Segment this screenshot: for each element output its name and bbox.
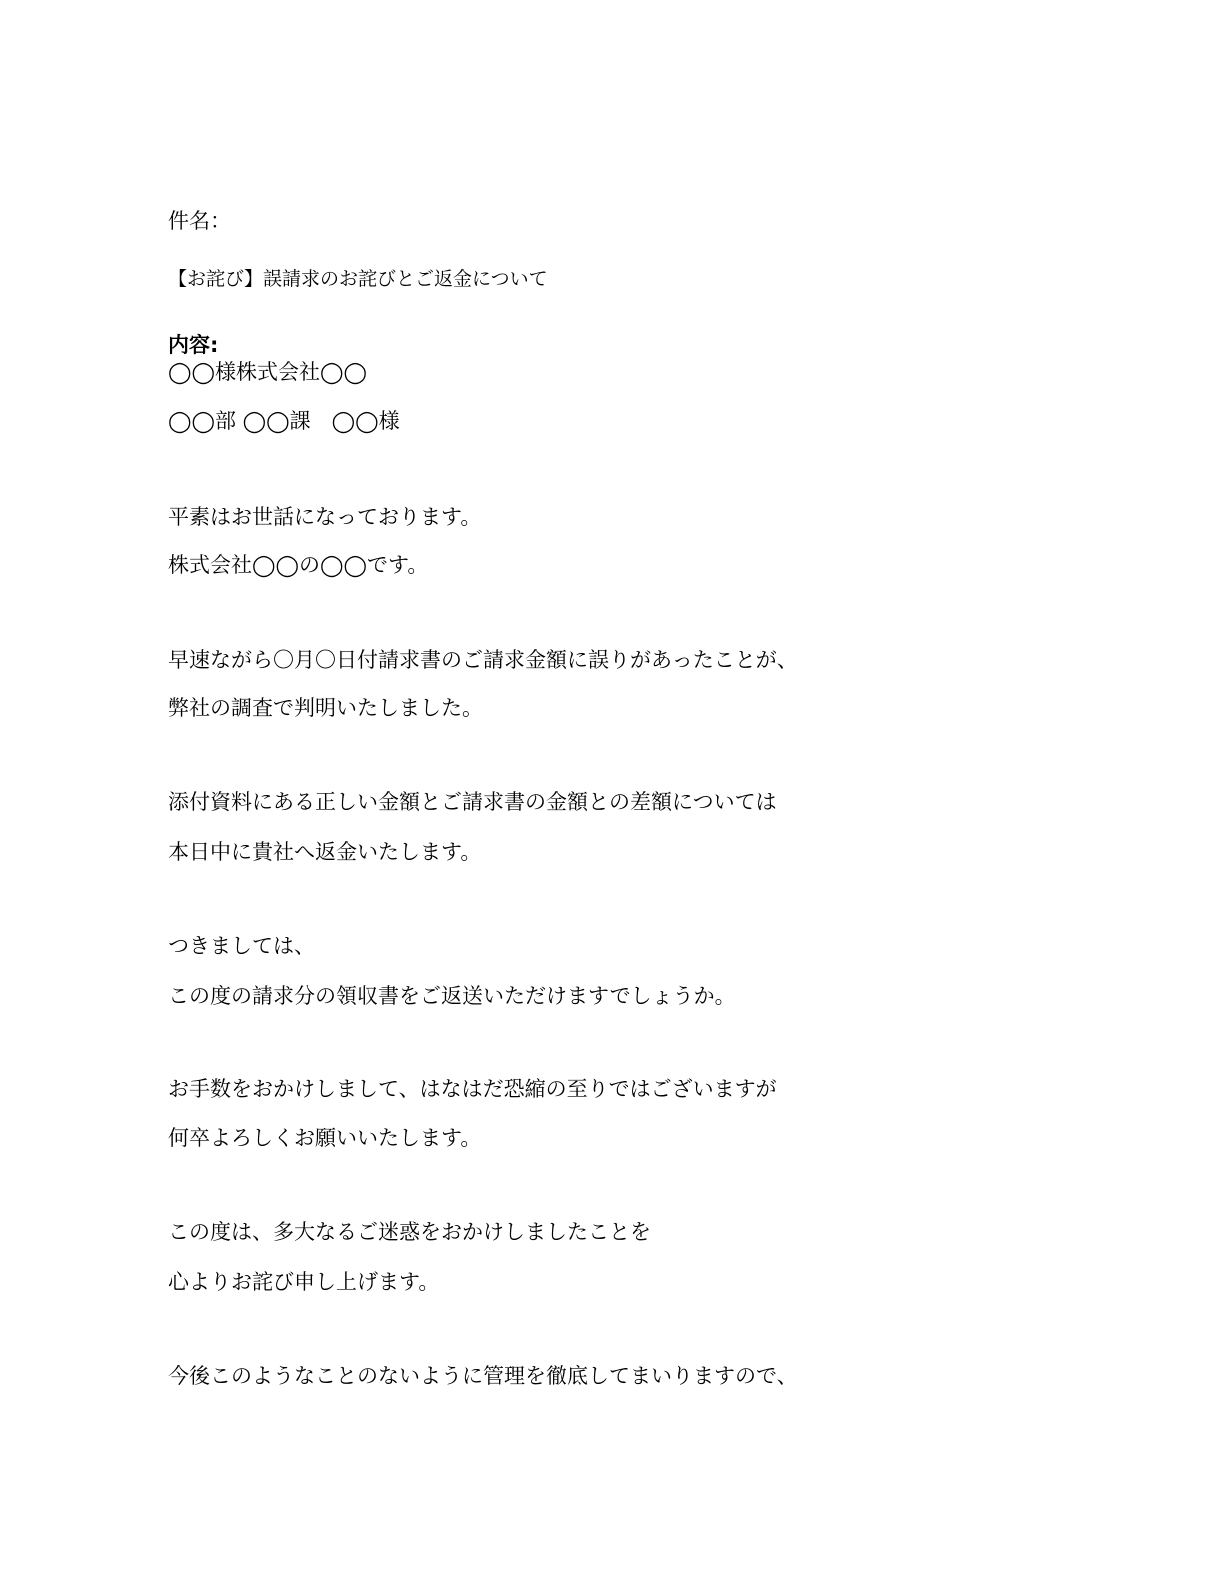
body-paragraph-3-line-2: この度の請求分の領収書をご返送いただけますでしょうか。 <box>168 984 736 1008</box>
body-paragraph-4-line-2: 何卒よろしくお願いいたします。 <box>168 1126 482 1150</box>
subject-label: 件名： <box>168 209 231 233</box>
greeting-line-1: 平素はお世話になっております。 <box>168 505 482 529</box>
body-paragraph-5-line-1: この度は、多大なるご迷惑をおかけしましたことを <box>168 1220 651 1244</box>
content-label: 内容: <box>168 333 219 357</box>
body-paragraph-2-line-2: 本日中に貴社へ返金いたします。 <box>168 840 482 864</box>
subject-title: 【お詫び】誤請求のお詫びとご返金について <box>168 268 548 290</box>
body-paragraph-1-line-2: 弊社の調査で判明いたしました。 <box>168 696 483 720</box>
body-paragraph-4-line-1: お手数をおかけしまして、はなはだ恐縮の至りではございますが <box>168 1077 777 1101</box>
body-paragraph-5-line-2: 心よりお詫び申し上げます。 <box>168 1270 440 1294</box>
recipient-company: ◯◯様株式会社◯◯ <box>168 360 368 384</box>
body-paragraph-3-line-1: つきましては、 <box>168 934 315 958</box>
body-paragraph-6-line-1: 今後このようなことのないように管理を徹底してまいりますので、 <box>168 1364 798 1388</box>
greeting-line-2: 株式会社◯◯の◯◯です。 <box>168 553 429 577</box>
body-paragraph-2-line-1: 添付資料にある正しい金額とご請求書の金額との差額については <box>168 790 777 814</box>
recipient-person: ◯◯部 ◯◯課 ◯◯様 <box>168 409 400 433</box>
body-paragraph-1-line-1: 早速ながら〇月〇日付請求書のご請求金額に誤りがあったことが、 <box>168 648 798 672</box>
